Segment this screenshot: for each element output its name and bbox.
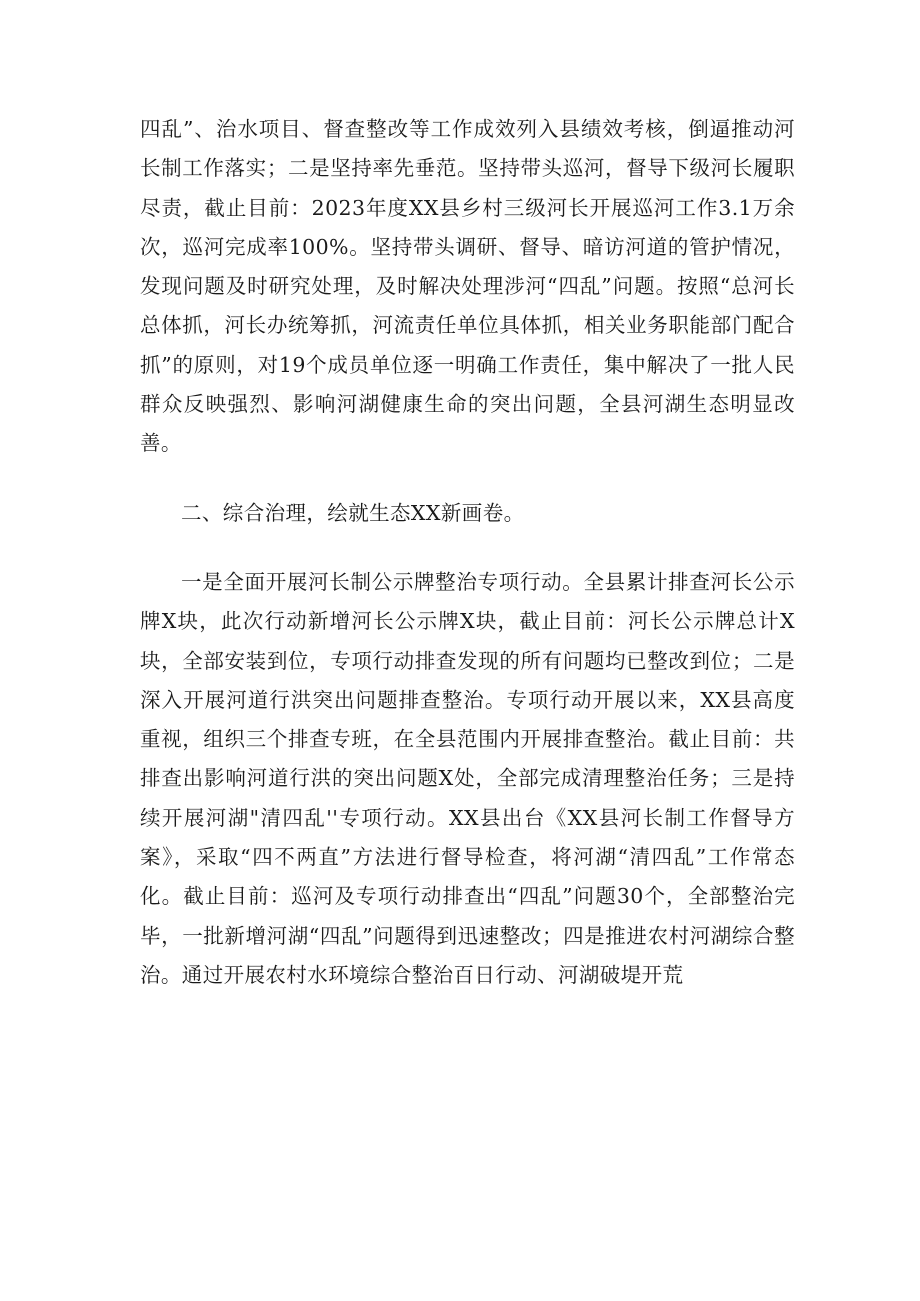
section-heading: 二、综合治理，绘就生态XX新画卷。 [181, 500, 525, 525]
paragraph-continuation: 四乱”、治水项目、督查整改等工作成效列入县绩效考核，倒逼推动河长制工作落实；二是坚持率先垂范。坚持带头巡河，督导下级河长履职尽责，截止目前：2023年度XX县乡村三级河长开展巡河工作3.1万余次，巡河完成率100%。坚持带头调研、督导、暗访河道的管护情况，发现问题及时研究处理，及时解决处理涉河“四乱”问题。按照“总河长总体抓，河长办统筹抓，河流责任单位具体抓，相关业务职能部门配合抓”的原则，对19个成员单位逐一明确工作责任，集中解决了一批人民群众反映强烈、影响河湖健康生命的突出问题，全县河湖生态明显改善。 [140, 117, 795, 456]
document-body [140, 110, 795, 995]
paragraph-body: 一是全面开展河长制公示牌整治专项行动。全县累计排查河长公示牌X块，此次行动新增河长公示牌X块，截止目前：河长公示牌总计X块，全部安装到位，专项行动排查发现的所有问题均已整改到位；二是深入开展河道行洪突出问题排查整治。专项行动开展以来，XX县高度重视，组织三个排查专班，在全县范围内开展排查整治。截止目前：共排查出影响河道行洪的突出问题X处，全部完成清理整治任务；三是持续开展河湖"清四乱''专项行动。XX县出台《XX县河长制工作督导方案》，采取“四不两直”方法进行督导检查，将河湖“清四乱”工作常态化。截止目前：巡河及专项行动排查出“四乱”问题30个，全部整治完毕，一批新增河湖“四乱”问题得到迅速整改；四是推进农村河湖综合整治。通过开展农村水环境综合整治百日行动、河湖破堤开荒 [140, 569, 795, 987]
